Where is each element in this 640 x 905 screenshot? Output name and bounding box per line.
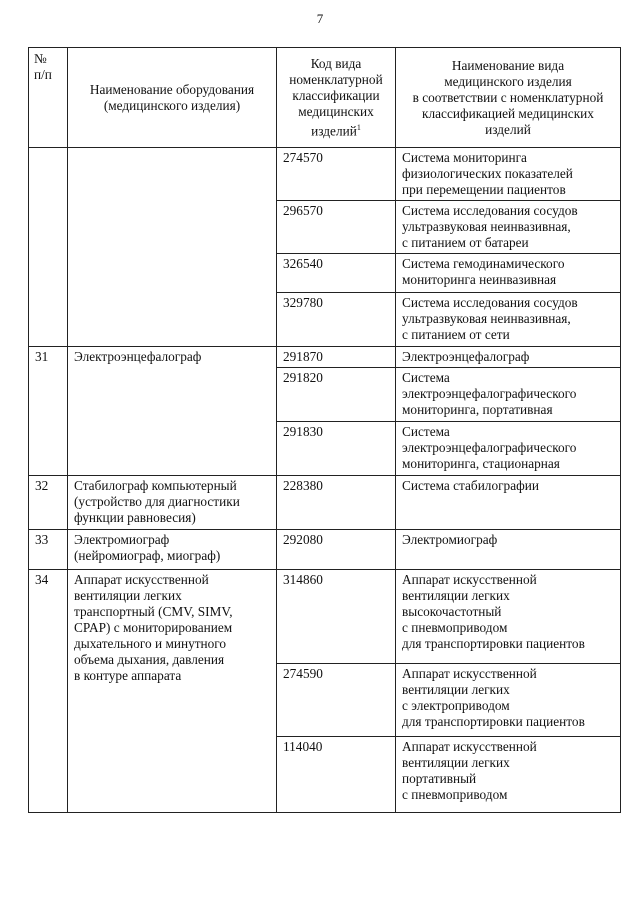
row-code-cell: 329780 [277,293,396,347]
row-name-cell: Стабилограф компьютерный (устройство для диагностики функции равновесия) [68,476,277,530]
header-equipment-name: Наименование оборудования (медицинского изделия) [68,48,277,148]
header-code-footnote: 1 [356,122,361,132]
row-type-cell: Система мониторинга физиологических показателей при перемещении пациентов [396,148,621,201]
table-header-row [29,48,621,148]
table-row [29,530,621,570]
row-type-cell: Система исследования сосудов ультразвуковая неинвазивная, с питанием от сети [396,293,621,347]
row-code-cell: 291870 [277,347,396,368]
row-type-cell: Аппарат искусственной вентиляции легких высокочастотный с пневмоприводом для транспортировки пациентов [396,570,621,664]
equipment-table [28,47,621,813]
page-number: 7 [316,11,324,26]
row-code-cell: 291820 [277,368,396,422]
row-type-cell: Электромиограф [396,530,621,570]
row-type-cell: Аппарат искусственной вентиляции легких портативный с пневмоприводом [396,737,621,813]
row-code-cell: 291830 [277,422,396,476]
table-row [29,148,621,201]
header-device-type: Наименование вида медицинского изделия в соответствии с номенклатурной классификацией медицинских изделий [396,48,621,148]
header-code-text: Код вида номенклатурной классификации медицинских изделий [289,55,383,139]
header-number: № п/п [29,48,68,148]
row-code-cell: 228380 [277,476,396,530]
row-name-cell: Электромиограф (нейромиограф, миограф) [68,530,277,570]
row-code-cell: 274590 [277,664,396,737]
row-name-cell: Аппарат искусственной вентиляции легких транспортный (CMV, SIMV, CPAP) с мониторированием дыхательного и минутного объема дыхания, давления в контуре аппарата [68,570,277,813]
row-type-cell: Электроэнцефалограф [396,347,621,368]
row-number-cell: 33 [29,530,68,570]
row-type-cell: Система электроэнцефалографического мониторинга, портативная [396,368,621,422]
row-name-cell [68,148,277,347]
row-code-cell: 274570 [277,148,396,201]
row-code-cell: 292080 [277,530,396,570]
row-number-cell [29,148,68,347]
row-name-cell: Электроэнцефалограф [68,347,277,476]
row-code-cell: 326540 [277,254,396,293]
row-number-cell: 31 [29,347,68,476]
row-number-cell: 32 [29,476,68,530]
row-type-cell: Система гемодинамического мониторинга неинвазивная [396,254,621,293]
row-code-cell: 114040 [277,737,396,813]
row-type-cell: Система стабилографии [396,476,621,530]
table-row [29,347,621,368]
row-type-cell: Аппарат искусственной вентиляции легких с электроприводом для транспортировки пациентов [396,664,621,737]
row-code-cell: 314860 [277,570,396,664]
row-code-cell: 296570 [277,201,396,254]
header-code [277,48,396,148]
table-row [29,476,621,530]
row-type-cell: Система электроэнцефалографического мониторинга, стационарная [396,422,621,476]
table-row [29,570,621,664]
row-type-cell: Система исследования сосудов ультразвуковая неинвазивная, с питанием от батареи [396,201,621,254]
row-number-cell: 34 [29,570,68,813]
